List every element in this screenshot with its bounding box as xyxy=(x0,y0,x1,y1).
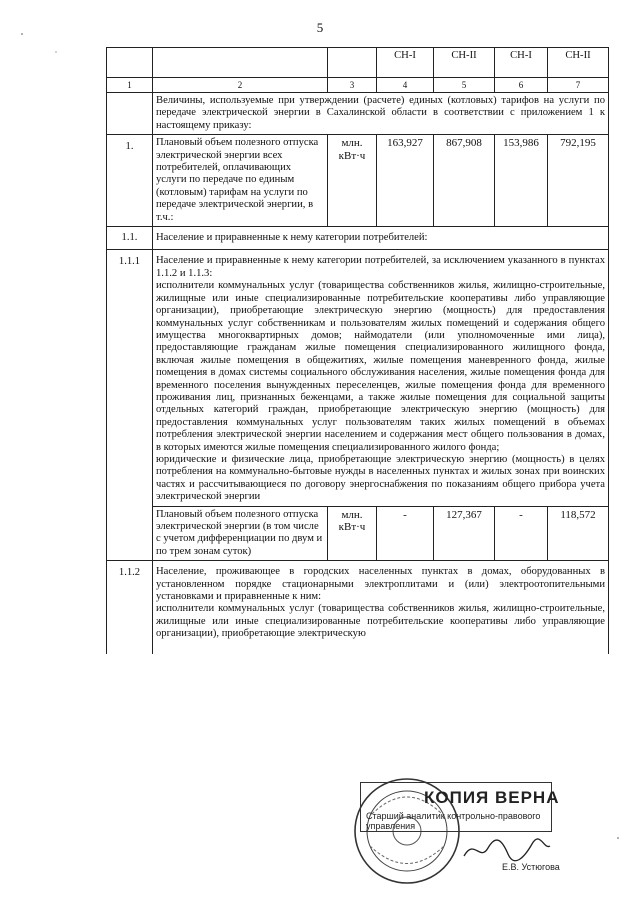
paragraph: юридические и физические лица, приобретающие электрическую энергию (мощность) в целях потребления на коммунально-бытовые нужды в населенных пунктах и жилых зонах при воинских частях и рассчитывающиеся по договору энергоснабжения по показаниям общего прибора учета электрической энергии xyxy=(156,453,605,503)
tariff-table xyxy=(106,47,609,654)
row-description xyxy=(153,250,609,506)
table-row xyxy=(107,506,609,561)
table-row xyxy=(107,227,609,250)
section-intro: Величины, используемые при утверждении (расчете) единых (котловых) тарифов на услуги по передаче электрической энергии в Сахалинской области в соответствии с приложением 1 к настоящему приказу: xyxy=(153,93,609,135)
header-col4: СН-I xyxy=(377,48,434,78)
row-name: Плановый объем полезного отпуска электрической энергии (в том числе с учетом дифференциации по двум и по трем зонам суток) xyxy=(153,506,328,561)
column-index: 3 xyxy=(328,78,377,93)
row-name: Плановый объем полезного отпуска электрической энергии всех потребителей, оплачивающих услуги по передаче по единым (котловым) тарифам на услуги по передаче электрической энергии, в т.ч.: xyxy=(153,135,328,227)
row-unit: млн. кВт·ч xyxy=(328,135,377,227)
section-intro-row xyxy=(107,93,609,135)
page-number: 5 xyxy=(316,20,324,35)
certification-stamp xyxy=(352,776,587,888)
row-number: 1.1.2 xyxy=(107,561,153,655)
value-ch2-b: 792,195 xyxy=(548,135,609,227)
header-row xyxy=(107,48,609,78)
header-col7: СН-II xyxy=(548,48,609,78)
value-ch2-b: 118,572 xyxy=(548,506,609,561)
row-description xyxy=(153,561,609,655)
table-row xyxy=(107,250,609,506)
row-number: 1.1.1 xyxy=(107,250,153,561)
table-row xyxy=(107,561,609,655)
paragraph: Население, проживающее в городских населенных пунктах в домах, оборудованных в установленном порядке стационарными электроплитами и (или) электроотопительными установками и приравненные к ним: xyxy=(156,566,605,603)
value-ch2-a: 127,367 xyxy=(434,506,495,561)
value-ch2-a: 867,908 xyxy=(434,135,495,227)
row-number: 1. xyxy=(107,135,153,227)
value-ch1-b: 153,986 xyxy=(495,135,548,227)
column-index: 2 xyxy=(153,78,328,93)
header-col6: СН-I xyxy=(495,48,548,78)
table-row xyxy=(107,135,609,227)
row-heading: Население и приравненные к нему категории потребителей: xyxy=(153,227,609,250)
paragraph: Население и приравненные к нему категории потребителей, за исключением указанного в пунктах 1.1.2 и 1.1.3: xyxy=(156,255,605,279)
stamp-position: Старший аналитик контрольно-правового управления xyxy=(366,811,541,831)
column-index: 7 xyxy=(548,78,609,93)
signature-icon xyxy=(462,836,552,864)
row-number: 1.1. xyxy=(107,227,153,250)
column-index: 5 xyxy=(434,78,495,93)
paragraph: исполнители коммунальных услуг (товарищества собственников жилья, жилищно-строительные, жилищные или иные специализированные потребительские кооперативы либо управляющие организации), приобретающие электрическую энергию (мощность) для предоставления коммунальных услуг собственникам и пользователям жилых помещений и содержания общего имущества многоквартирных домов; наймодатели (или уполномоченные ими лица), предоставляющие гражданам жилые помещения специализированного жилищного фонда, включая жилые помещения в общежитиях, жилые помещения маневренного фонда, жилые помещения в домах системы социального обслуживания населения, жилые помещения фонда для временного поселения вынужденных переселенцев, жилые помещения фонда для временного проживания лиц, признанных беженцами, а также жилые помещения для социальной защиты отдельных категорий граждан, приобретающие электрическую энергию (мощность) для предоставления коммунальных услуг пользователям таких жилых помещений в объемах потребления электрической энергии населением и содержания мест общего пользования в домах, в которых имеются жилые помещения специализированного жилого фонда; xyxy=(156,280,605,453)
stamp-title: КОПИЯ ВЕРНА xyxy=(424,788,560,807)
column-index: 1 xyxy=(107,78,153,93)
value-ch1-a: 163,927 xyxy=(377,135,434,227)
value-ch1-a: - xyxy=(377,506,434,561)
column-index: 6 xyxy=(495,78,548,93)
value-ch1-b: - xyxy=(495,506,548,561)
column-index: 4 xyxy=(377,78,434,93)
stamp-signer: Е.В. Устюгова xyxy=(502,862,560,872)
row-unit: млн. кВт·ч xyxy=(328,506,377,561)
header-col5: СН-II xyxy=(434,48,495,78)
paragraph: исполнители коммунальных услуг (товарищества собственников жилья, жилищно-строительные, жилищные или иные специализированные потребительские кооперативы либо управляющие организации), приобретающие электрическую xyxy=(156,603,605,640)
column-index-row xyxy=(107,78,609,93)
